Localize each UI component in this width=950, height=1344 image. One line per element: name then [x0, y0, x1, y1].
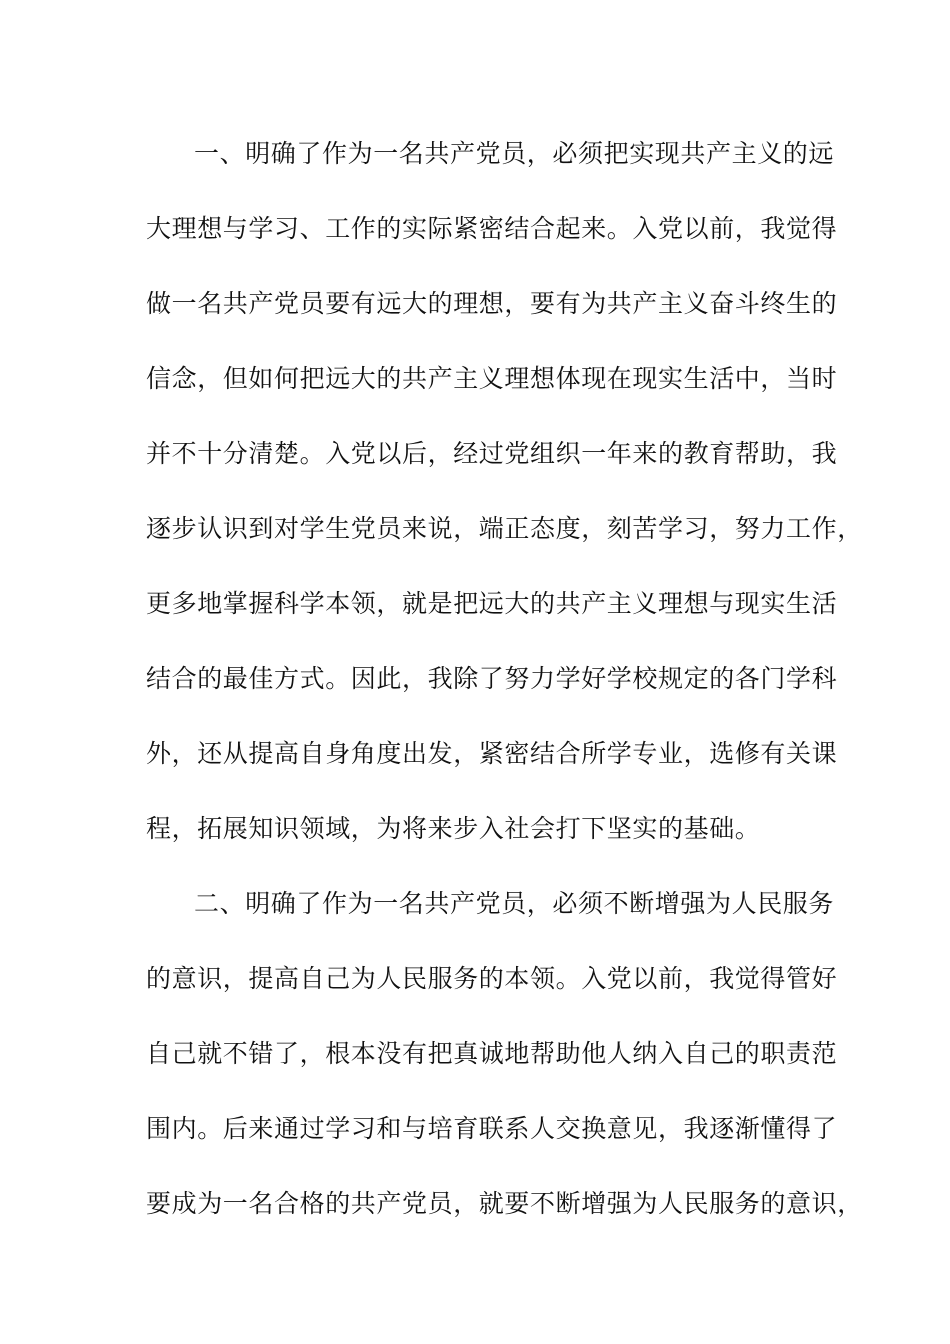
paragraph-1-line-8: 结合的最佳方式。因此，我除了努力学好学校规定的各门学科 [146, 664, 838, 693]
paragraph-1-line-10: 程，拓展知识领域，为将来步入社会打下坚实的基础。 [146, 814, 761, 843]
paragraph-1-line-5: 并不十分清楚。入党以后，经过党组织一年来的教育帮助，我 [146, 439, 838, 468]
paragraph-2-line-5: 要成为一名合格的共产党员，就要不断增强为人民服务的意识， [146, 1189, 863, 1218]
paragraph-1-line-1: 一、明确了作为一名共产党员，必须把实现共产主义的远 [194, 139, 835, 168]
paragraph-2-line-1: 二、明确了作为一名共产党员，必须不断增强为人民服务 [194, 889, 835, 918]
paragraph-1-line-7: 更多地掌握科学本领，就是把远大的共产主义理想与现实生活 [146, 589, 838, 618]
paragraph-1-line-4: 信念，但如何把远大的共产主义理想体现在现实生活中，当时 [146, 364, 838, 393]
paragraph-1-line-6: 逐步认识到对学生党员来说，端正态度，刻苦学习，努力工作， [146, 514, 863, 543]
paragraph-1-line-9: 外，还从提高自身角度出发，紧密结合所学专业，选修有关课 [146, 739, 838, 768]
paragraph-1-line-2: 大理想与学习、工作的实际紧密结合起来。入党以前，我觉得 [146, 214, 838, 243]
paragraph-2-line-3: 自己就不错了，根本没有把真诚地帮助他人纳入自己的职责范 [146, 1039, 838, 1068]
paragraph-2-line-4: 围内。后来通过学习和与培育联系人交换意见，我逐渐懂得了 [146, 1114, 838, 1143]
paragraph-2-line-2: 的意识，提高自己为人民服务的本领。入党以前，我觉得管好 [146, 964, 838, 993]
document-body [146, 132, 863, 1257]
paragraph-1-line-3: 做一名共产党员要有远大的理想，要有为共产主义奋斗终生的 [146, 289, 838, 318]
